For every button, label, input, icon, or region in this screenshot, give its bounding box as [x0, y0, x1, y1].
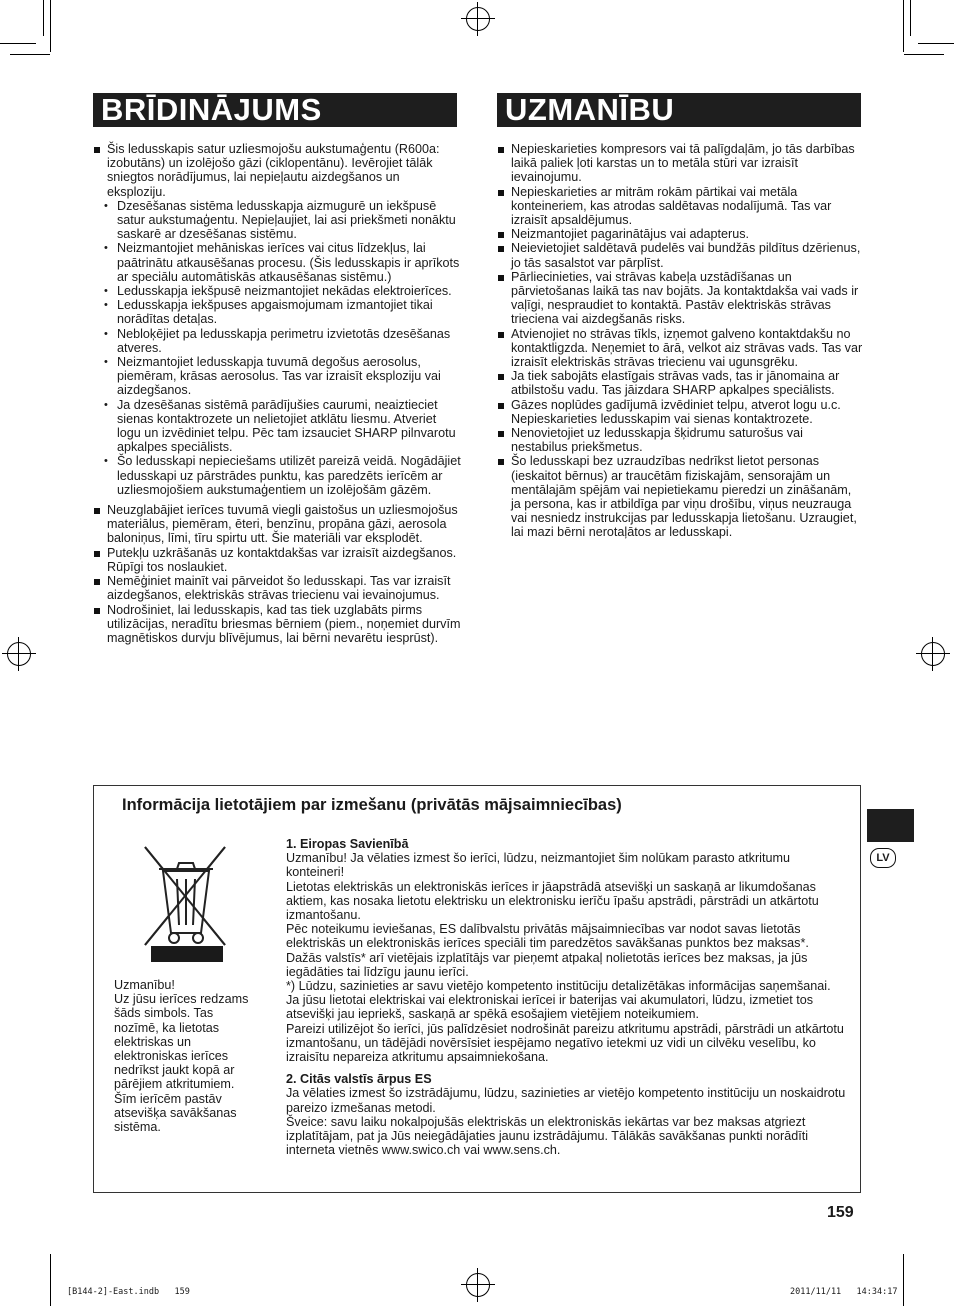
warning-subitem: • Šo ledusskapi nepieciešams utilizēt pareizā veidā. Nogādājiet ledusskapi uz pārstrādes punktu, kas paredzēts ierīcēm ar uzliesmojošiem aukstumaģentiem un izolējošām gāzēm.	[93, 454, 461, 497]
registration-mark-top	[461, 2, 495, 36]
disposal-caution: Uzmanību! Uz jūsu ierīces redzams šāds simbols. Tas nozīmē, ka lietotas elektriskas un elektroniskas ierīces nedrīkst jaukt kopā ar pārējiem atkritumiem. Šīm ierīcēm pastāv atsevišķa savākšanas sistēma.	[114, 978, 249, 1135]
warning-item: Nemēģiniet mainīt vai pārveidot šo ledusskapi. Tas var izraisīt aizdegšanos, elektriskās strāvas triecienu vai ievainojumus.	[93, 574, 461, 602]
warning-item: Šis ledusskapis satur uzliesmojošu aukstumaģentu (R600a: izobutāns) un izolējošo gāzi (ciklopentānu). Ievērojiet tālāk sniegtos norādījumus, lai nepieļautu aizdegšanos un eksploziju.	[93, 142, 461, 199]
caution-column	[497, 142, 863, 540]
disposal-info-box	[93, 785, 861, 1193]
warning-subitem: • Nebloķējiet pa ledusskapja perimetru izvietotās dzesēšanas atveres.	[93, 327, 461, 355]
caution-item: Neievietojiet saldētavā pudelēs vai bundžās pildītus dzērienus, jo tās sasalstot var pārplīst.	[497, 241, 863, 269]
warning-item: Nodrošiniet, lai ledusskapis, kad tas tiek uzglabāts pirms utilizācijas, neradītu briesmas bērniem (piem., noņemiet durvīm magnētiskos durvju blīvējumus, lai bērni nevarētu iesprūst).	[93, 603, 461, 646]
section-other-title: 2. Citās valstīs ārpus ES	[286, 1072, 432, 1087]
caution-title: UZMANĪBU	[497, 93, 861, 127]
warning-item: Neuzglabājiet ierīces tuvumā viegli gaistošus un uzliesmojošus materiālus, piemēram, ēteri, benzīnu, propāna gāzi, aerosola baloniņus, līmi, tīru spirtu utt. Šie materiāli var eksplodēt.	[93, 503, 461, 546]
section-other-paragraph: Šveice: savu laiku nokalpojušās elektriskās un elektroniskās iekārtas var bez maksas atgriezt izplatītājam, pat ja Jūs neiegādājaties jaunu izstrādājumu. Tālākās savākšanas punkti norādīti interneta vietnēs www.swico.ch vai www.sens.ch.	[286, 1114, 809, 1158]
section-eu-paragraph: Uzmanību! Ja vēlaties izmest šo ierīci, lūdzu, neizmantojiet šim nolūkam parasto atkritumu konteineri!	[286, 851, 790, 880]
caution-item: Nepieskarieties kompresors vai tā palīgdaļām, jo tās darbības laikā paliek ļoti karstas un to metāla stūri var izraisīt ievainojumu.	[497, 142, 863, 185]
caution-item: Neizmantojiet pagarinātājus vai adapterus.	[497, 227, 863, 241]
language-tab	[867, 809, 914, 842]
section-eu-paragraph: Pēc noteikumu ieviešanas, ES dalībvalstu privātās mājsaimniecības var nodot savas lietotās elektriskās un elektroniskās ierīces speciāli tim paredzētos savākšanas punktos bez maksas*. Dažās valstīs* arī vietējais izplatītājs var pieņemt atpakaļ nolietotās ierīces bez maksas, ja jūs iegādāties tai līdzīgu jaunu ierīci.	[286, 922, 809, 979]
warning-subitem: • Neizmantojiet mehāniskas ierīces vai citus līdzekļus, lai paātrinātu atkausēšanas procesu. (Šis ledusskapis ir aprīkots ar speciālu automātiskās atkausēšanas sistēmu.)	[93, 241, 461, 284]
disposal-title: Informācija lietotājiem par izmešanu (privātās mājsaimniecības)	[122, 796, 622, 814]
disposal-text	[286, 837, 846, 1157]
crossed-bin-icon	[141, 841, 229, 953]
warning-subitem: • Ja dzesēšanas sistēmā parādījušies caurumi, neaiztieciet sienas kontaktrozete un nelietojiet atklātu liesmu. Atveriet logu un izvēdiniet telpu. Pēc tam izsauciet SHARP pilnvarotu apkalpes speciālists.	[93, 398, 461, 455]
caution-item: Nepieskarieties ar mitrām rokām pārtikai vai metāla konteineriem, kas atrodas saldētavas nodalījumā. Tas var izraisīt apsaldējumus.	[497, 185, 863, 228]
footer-timestamp: 2011/11/11 14:34:17	[790, 1287, 898, 1297]
section-eu-paragraph: Pareizi utilizējot šo ierīci, jūs palīdzēsiet nodrošināt pareizu atkritumu apstrādi, pārstrādi un atkārtotu izmantošanu, un tādējādi novērsīsiet iespējamo negatīvo ietekmi uz vidi un cilvēku veselību, ko izraisītu nepareiza atkritumu apsaimniekošana.	[286, 1021, 844, 1065]
warning-title: BRĪDINĀJUMS	[93, 93, 457, 127]
registration-mark-bottom	[461, 1268, 495, 1302]
warning-subitem: • Ledusskapja iekšpuses apgaismojumam izmantojiet tikai norādītas detaļas.	[93, 298, 461, 326]
caution-item: Ja tiek sabojāts elastīgais strāvas vads, tas ir jānomaina ar atbilstošu vadu. Tas jāizdara SHARP apkalpes speciālists.	[497, 369, 863, 397]
registration-mark-right	[916, 637, 950, 671]
warning-subitem: • Ledusskapja iekšpusē neizmantojiet nekādas elektroierīces.	[93, 284, 461, 298]
registration-mark-left	[2, 637, 36, 671]
warning-subitem: • Dzesēšanas sistēma ledusskapja aizmugurē un iekšpusē satur aukstumaģentu. Nepieļaujiet, lai asi priekšmeti nonāktu saskarē ar dzesēšanas sistēmu.	[93, 199, 461, 242]
warning-column	[93, 142, 461, 645]
section-eu-paragraph: Ja jūsu lietotai elektriskai vai elektroniskai ierīcei ir baterijas vai akumulatori, lūdzu, izmetiet tos atsevišķi jau iepriekš, saskaņā ar spēkā esošajiem vietējiem noteikumiem.	[286, 993, 814, 1022]
bin-symbol-bar	[151, 946, 223, 962]
language-badge: LV	[870, 848, 896, 868]
caution-item: Atvienojiet no strāvas tīkls, izņemot galveno kontaktdakšu no kontaktligzda. Neņemiet to ārā, velkot aiz strāvas vads. Tas var izraisīt elektriskās strāvas triecienu vai ugunsgrēku.	[497, 327, 863, 370]
section-eu-paragraph: Lietotas elektriskās un elektroniskās ierīces ir jāapstrādā atsevišķi un saskaņā ar likumdošanas aktiem, kas nosaka lietotu elektrisku un elektronisku ierīču īpašu apstrādi, pārstrādi un atkārtotu izmantošanu.	[286, 879, 819, 923]
page-number: 159	[827, 1204, 854, 1221]
warning-item: Putekļu uzkrāšanās uz kontaktdakšas var izraisīt aizdegšanos. Rūpīgi tos noslaukiet.	[93, 546, 461, 574]
section-eu-paragraph: *) Lūdzu, sazinieties ar savu vietējo kompetento institūciju detalizētākas informācijas saņemšanai.	[286, 979, 831, 994]
caution-item: Nenovietojiet uz ledusskapja šķidrumu saturošus vai nestabilus priekšmetus.	[497, 426, 863, 454]
warning-subitem: • Neizmantojiet ledusskapja tuvumā degošus aerosolus, piemēram, krāsas aerosolus. Tas var izraisīt eksploziju vai aizdegšanos.	[93, 355, 461, 398]
caution-item: Šo ledusskapi bez uzraudzības nedrīkst lietot personas (ieskaitot bērnus) ar traucētām fiziskajām, sensorajām un mentālajām spējām vai nepietiekamu pieredzi un zināšanām, ja persona, kas ir atbildīga par viņu drošību, viņus neuzrauga vai nesniedz instrukcijas par ledusskapja lietošanu. Uzraugiet, lai mazi bērni nerotaļātos ar ledusskapi.	[497, 454, 863, 539]
section-other-paragraph: Ja vēlaties izmest šo izstrādājumu, lūdzu, sazinieties ar vietējo kompetento institūciju un noskaidrotu pareizo izmešanas metodi.	[286, 1086, 846, 1115]
caution-item: Pārliecinieties, vai strāvas kabeļa uzstādīšanas un pārvietošanas laikā tas nav bojāts. Ja kontaktdakša vai vads ir vaļīgi, nespraudiet to kontaktā. Pastāv elektriskās strāvas trieciena vai aizdegšanās risks.	[497, 270, 863, 327]
caution-item: Gāzes noplūdes gadījumā izvēdiniet telpu, atverot logu u.c. Nepieskarieties ledusskapim vai sienas kontaktrozete.	[497, 398, 863, 426]
footer-file-info: [B144-2]-East.indb 159	[67, 1287, 190, 1297]
section-eu-title: 1. Eiropas Savienībā	[286, 837, 409, 851]
